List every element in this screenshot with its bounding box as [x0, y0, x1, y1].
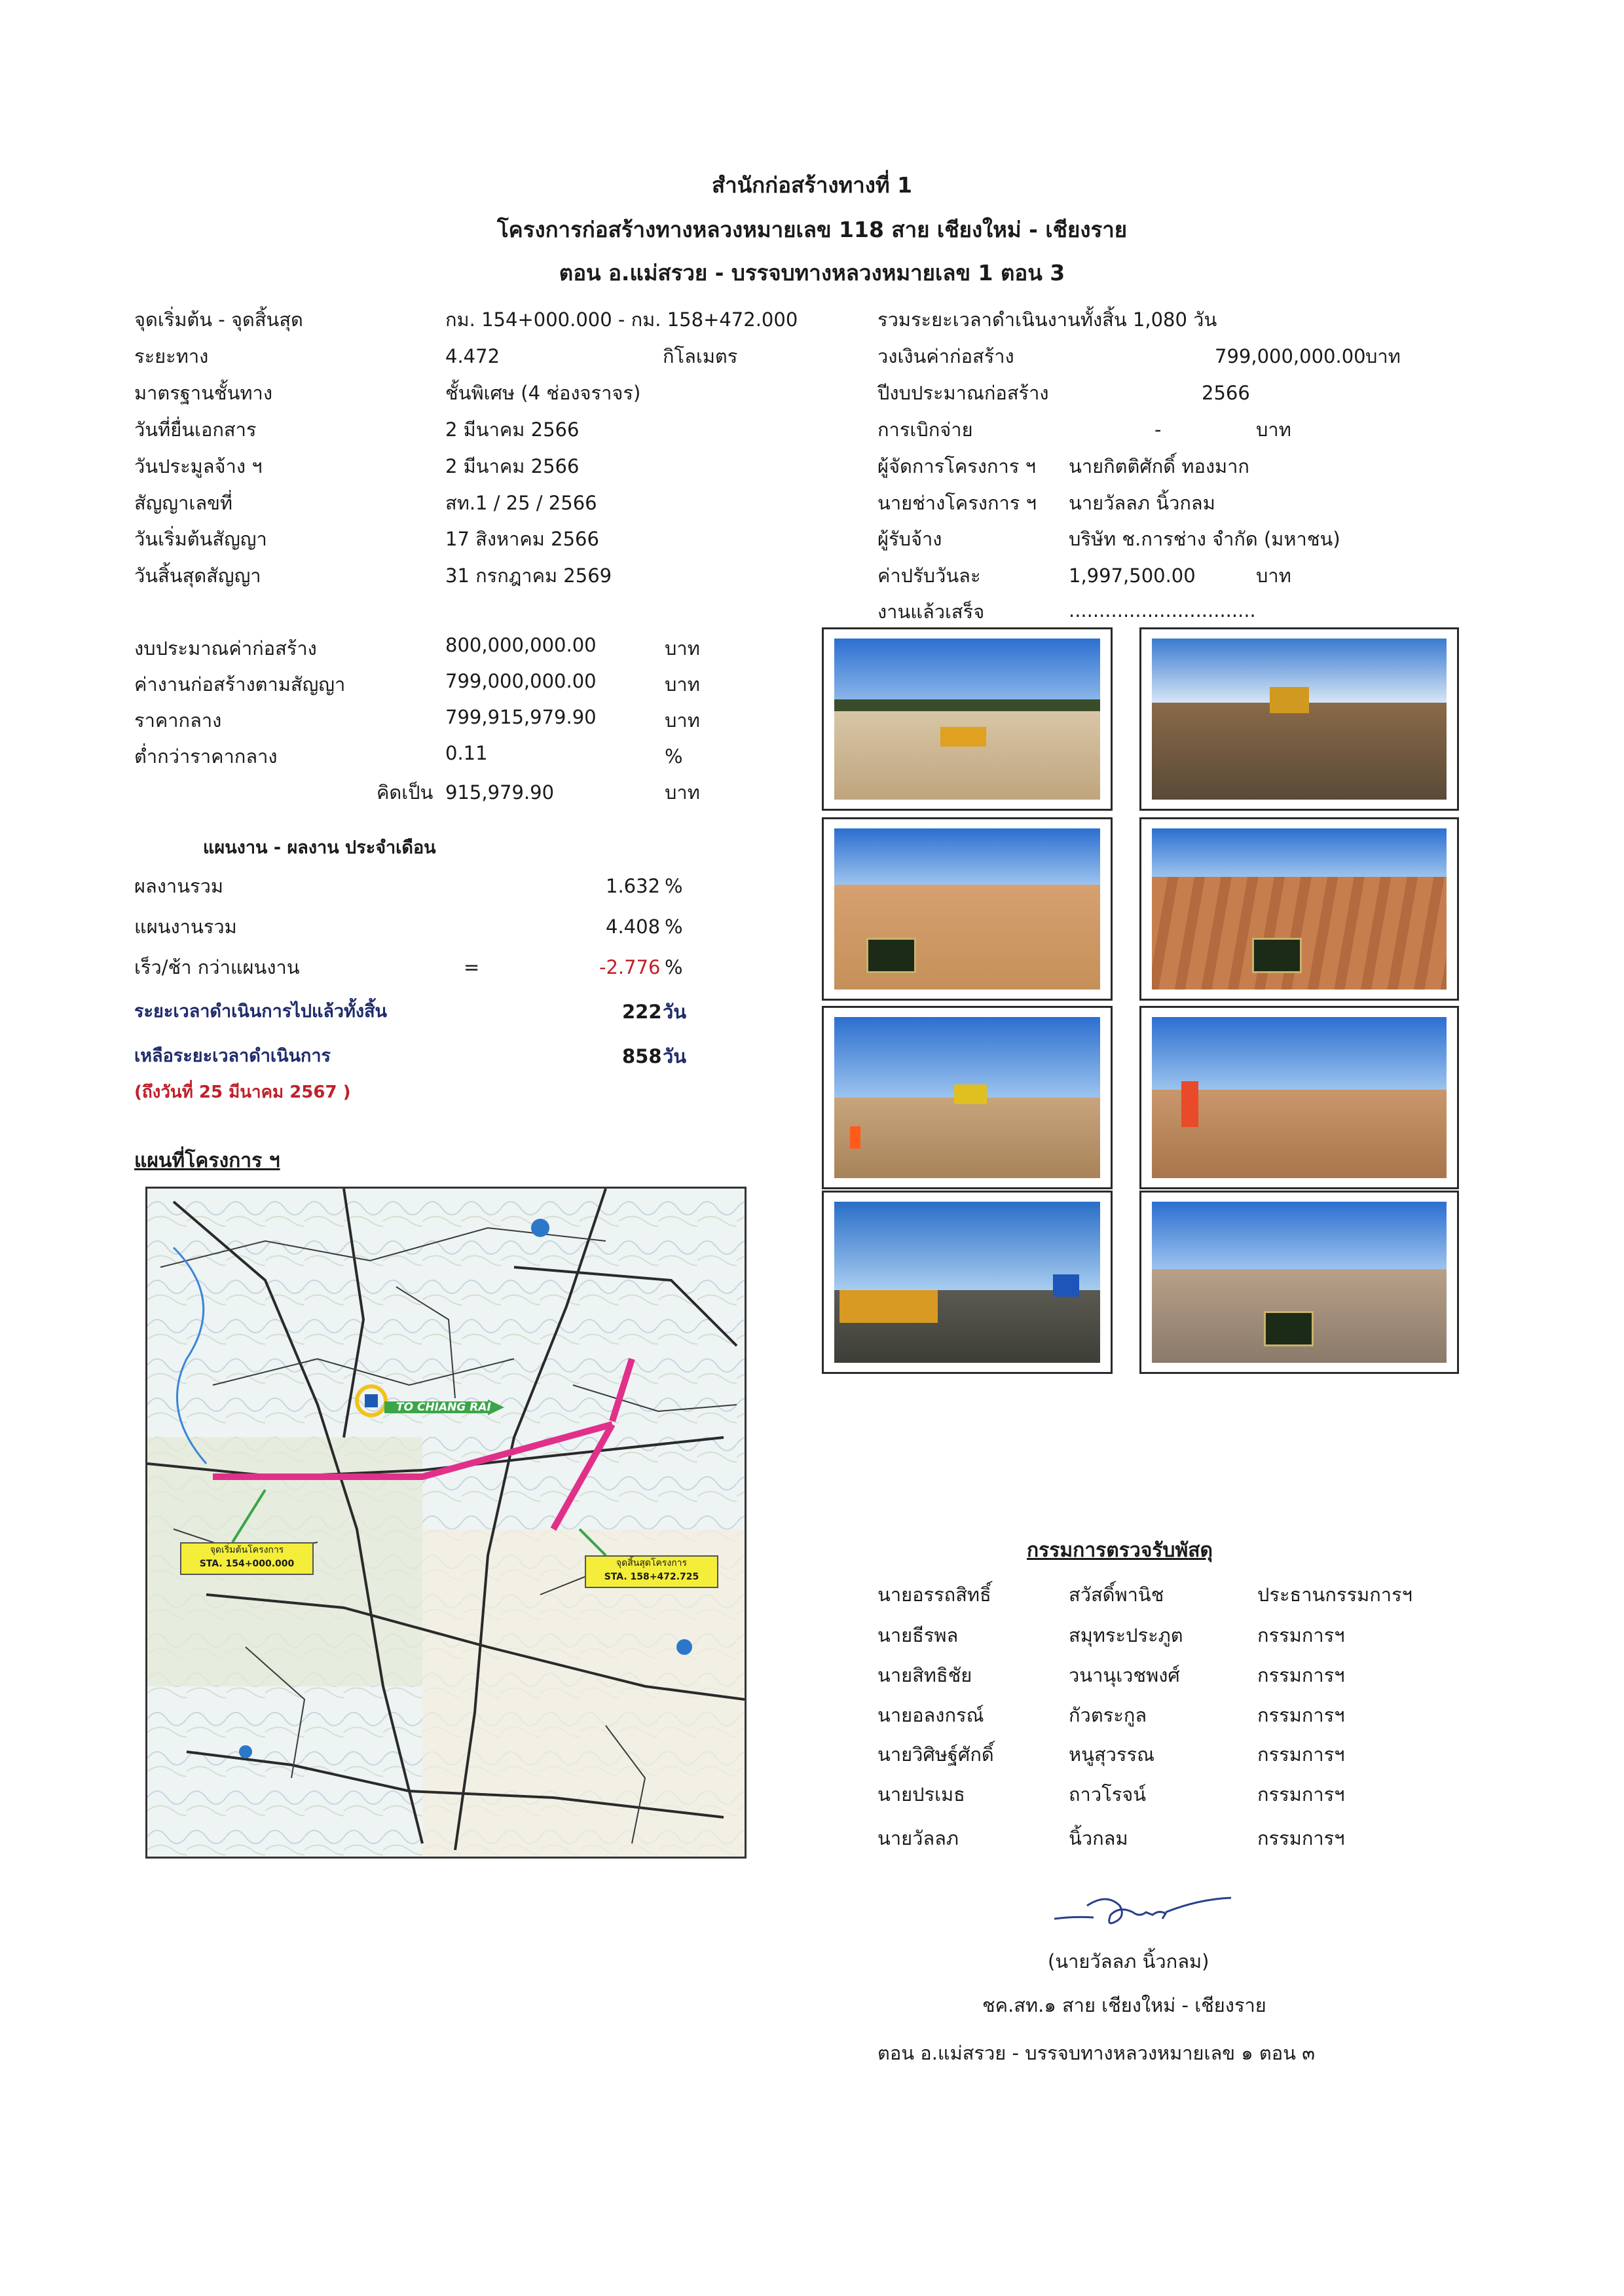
right-info-unit: บาท — [1256, 565, 1291, 587]
site-photo-8 — [1139, 1191, 1459, 1374]
member-last-name: สมุทระประภูต — [1069, 1624, 1183, 1646]
member-role: กรรมการฯ — [1257, 1664, 1345, 1686]
budget-label: ค่างานก่อสร้างตามสัญญา — [134, 673, 346, 695]
section-title: ตอน อ.แม่สรวย - บรรจบทางหลวงหมายเลข 1 ตอน 3 — [559, 260, 1065, 286]
progress-value: 4.408 — [606, 916, 661, 938]
progress-unit: % — [665, 875, 683, 897]
member-first-name: นายอลงกรณ์ — [877, 1704, 984, 1726]
member-first-name: นายธีรพล — [877, 1624, 959, 1646]
right-info-label: งานแล้วเสร็จ — [877, 601, 985, 623]
surveyor-icon — [1181, 1081, 1198, 1127]
budget-unit: บาท — [665, 781, 700, 804]
right-info-value: 2566 — [1202, 382, 1250, 404]
progress-heading: แผนงาน - ผลงาน ประจำเดือน — [203, 838, 436, 858]
project-title: โครงการก่อสร้างทางหลวงหมายเลข 118 สาย เชียงใหม่ - เชียงราย — [496, 217, 1128, 242]
excavator-icon — [1270, 687, 1309, 713]
member-last-name: กัวตระกูล — [1069, 1704, 1147, 1726]
left-info-value: ชั้นพิเศษ (4 ช่องจราจร) — [445, 382, 641, 404]
member-role: ประธานกรรมการฯ — [1257, 1583, 1412, 1606]
right-info-label: การเบิกจ่าย — [877, 418, 973, 441]
right-info-label: ปีงบประมาณก่อสร้าง — [877, 382, 1049, 404]
budget-value: 800,000,000.00 — [445, 634, 597, 656]
site-photo-3 — [822, 817, 1113, 1001]
right-info-label: ค่าปรับวันละ — [877, 565, 981, 587]
start-callout — [180, 1542, 314, 1575]
member-first-name: นายวิศิษฐ์ศักดิ์ — [877, 1743, 994, 1766]
end-callout — [585, 1555, 718, 1588]
elapsed-unit: วัน — [663, 1001, 687, 1023]
budget-label: คิดเป็น — [377, 781, 434, 804]
progress-unit: % — [665, 956, 683, 978]
member-role: กรรมการฯ — [1257, 1783, 1345, 1805]
right-info-label: รวมระยะเวลาดำเนินงานทั้งสิ้น 1,080 วัน — [877, 308, 1217, 331]
member-first-name: นายสิทธิชัย — [877, 1664, 972, 1686]
progress-value-behind: -2.776 — [599, 956, 661, 978]
right-info-value: 799,000,000.00 — [1215, 345, 1366, 367]
member-first-name: นายอรรถสิทธิ์ — [877, 1583, 991, 1606]
budget-unit: % — [665, 745, 683, 768]
left-info-label: จุดเริ่มต้น - จุดสิ้นสุด — [134, 308, 303, 331]
traffic-cone-icon — [850, 1126, 860, 1149]
truck-icon — [940, 727, 986, 747]
project-map — [145, 1187, 747, 1859]
site-photo-2 — [1139, 627, 1459, 811]
end-callout-sta: STA. 158+472.725 — [604, 1572, 699, 1582]
site-photo-6 — [1139, 1006, 1459, 1189]
member-role: กรรมการฯ — [1257, 1624, 1345, 1646]
right-info-value: นายกิตติศักดิ์ ทองมาก — [1069, 455, 1249, 477]
progress-eq: = — [464, 956, 480, 978]
site-photo-1 — [822, 627, 1113, 811]
info-sign-icon — [1264, 1311, 1314, 1346]
left-info-value: สท.1 / 25 / 2566 — [445, 492, 597, 514]
progress-value: 1.632 — [606, 875, 661, 897]
elapsed-value: 222 — [622, 1001, 662, 1023]
left-info-value: 17 สิงหาคม 2566 — [445, 528, 599, 550]
start-callout-title: จุดเริ่มต้นโครงการ — [210, 1545, 284, 1555]
left-info-label: มาตรฐานชั้นทาง — [134, 382, 272, 404]
budget-unit: บาท — [665, 709, 700, 731]
right-info-value: ............................... — [1069, 599, 1256, 621]
member-role: กรรมการฯ — [1257, 1704, 1345, 1726]
right-info-label: วงเงินค่าก่อสร้าง — [877, 345, 1014, 367]
progress-unit: % — [665, 916, 683, 938]
left-info-value: 2 มีนาคม 2566 — [445, 455, 580, 477]
site-photo-7 — [822, 1191, 1113, 1374]
right-info-value: บริษัท ช.การช่าง จำกัด (มหาชน) — [1069, 528, 1340, 550]
site-photo-4 — [1139, 817, 1459, 1001]
left-info-label: วันเริ่มต้นสัญญา — [134, 528, 267, 550]
budget-label: งบประมาณค่าก่อสร้าง — [134, 637, 317, 659]
budget-value: 799,915,979.90 — [445, 706, 597, 728]
remaining-value: 858 — [622, 1045, 662, 1067]
budget-value: 0.11 — [445, 742, 488, 764]
left-info-value: กม. 154+000.000 - กม. 158+472.000 — [445, 308, 798, 331]
member-role: กรรมการฯ — [1257, 1743, 1345, 1766]
right-info-value: - — [1154, 418, 1162, 441]
member-last-name: ถาวโรจน์ — [1069, 1783, 1147, 1805]
right-info-value: 1,997,500.00 — [1069, 565, 1196, 587]
member-first-name: นายปรเมธ — [877, 1783, 965, 1805]
right-info-label: ผู้รับจ้าง — [877, 528, 942, 550]
left-info-label: วันประมูลจ้าง ฯ — [134, 455, 263, 477]
signature-image — [1048, 1886, 1244, 1938]
signer-name: (นายวัลลภ นิ้วกลม) — [1048, 1950, 1209, 1972]
budget-unit: บาท — [665, 673, 700, 695]
budget-label: ราคากลาง — [134, 709, 222, 731]
right-info-label: ผู้จัดการโครงการ ฯ — [877, 455, 1036, 477]
progress-label: เร็ว/ช้า กว่าแผนงาน — [134, 956, 300, 978]
right-info-label: นายช่างโครงการ ฯ — [877, 492, 1037, 514]
member-last-name: วนานุเวชพงศ์ — [1069, 1664, 1180, 1686]
left-info-label: วันที่ยื่นเอกสาร — [134, 418, 257, 441]
signer-position: ชค.สท.๑ สาย เชียงใหม่ - เชียงราย — [982, 1994, 1266, 2016]
right-info-unit: บาท — [1365, 345, 1401, 367]
committee-title: กรรมการตรวจรับพัสดุ — [1027, 1539, 1213, 1562]
member-last-name: หนูสุวรรณ — [1069, 1743, 1154, 1766]
signer-section: ตอน อ.แม่สรวย - บรรจบทางหลวงหมายเลข ๑ ตอน ๓ — [877, 2042, 1316, 2064]
progress-label: ผลงานรวม — [134, 875, 224, 897]
road-sign-icon — [1053, 1274, 1079, 1297]
left-info-unit: กิโลเมตร — [663, 345, 738, 367]
map-title: แผนที่โครงการ ฯ — [134, 1149, 280, 1172]
roller-icon — [954, 1084, 987, 1104]
member-first-name: นายวัลลภ — [877, 1827, 959, 1849]
left-info-label: ระยะทาง — [134, 345, 209, 367]
end-callout-title: จุดสิ้นสุดโครงการ — [616, 1558, 688, 1568]
left-info-value: 4.472 — [445, 345, 500, 367]
member-last-name: นิ้วกลม — [1069, 1827, 1128, 1849]
remaining-unit: วัน — [663, 1045, 687, 1067]
budget-value: 799,000,000.00 — [445, 670, 597, 692]
left-info-value: 2 มีนาคม 2566 — [445, 418, 580, 441]
elapsed-label: ระยะเวลาดำเนินการไปแล้วทั้งสิ้น — [134, 1001, 388, 1022]
right-info-value: นายวัลลภ นิ้วกลม — [1069, 492, 1215, 514]
left-info-label: สัญญาเลขที่ — [134, 492, 233, 514]
progress-label: แผนงานรวม — [134, 916, 237, 938]
info-sign-icon — [866, 938, 916, 973]
remaining-label: เหลือระยะเวลาดำเนินการ — [134, 1046, 331, 1066]
member-role: กรรมการฯ — [1257, 1827, 1345, 1849]
site-photo-5 — [822, 1006, 1113, 1189]
budget-label: ต่ำกว่าราคากลาง — [134, 745, 278, 768]
info-sign-icon — [1252, 938, 1302, 973]
as-of-date: (ถึงวันที่ 25 มีนาคม 2567 ) — [134, 1083, 351, 1102]
office-title: สำนักก่อสร้างทางที่ 1 — [711, 172, 913, 198]
member-last-name: สวัสดิ์พานิช — [1069, 1583, 1164, 1606]
right-info-unit: บาท — [1256, 418, 1291, 441]
left-info-label: วันสิ้นสุดสัญญา — [134, 565, 261, 587]
to-chiang-rai-label: TO CHIANG RAI — [396, 1401, 491, 1414]
budget-unit: บาท — [665, 637, 700, 659]
machine-icon — [840, 1290, 938, 1323]
left-info-value: 31 กรกฎาคม 2569 — [445, 565, 612, 587]
budget-value: 915,979.90 — [445, 781, 555, 804]
start-callout-sta: STA. 154+000.000 — [199, 1559, 295, 1569]
route-shield-icon — [365, 1394, 378, 1407]
